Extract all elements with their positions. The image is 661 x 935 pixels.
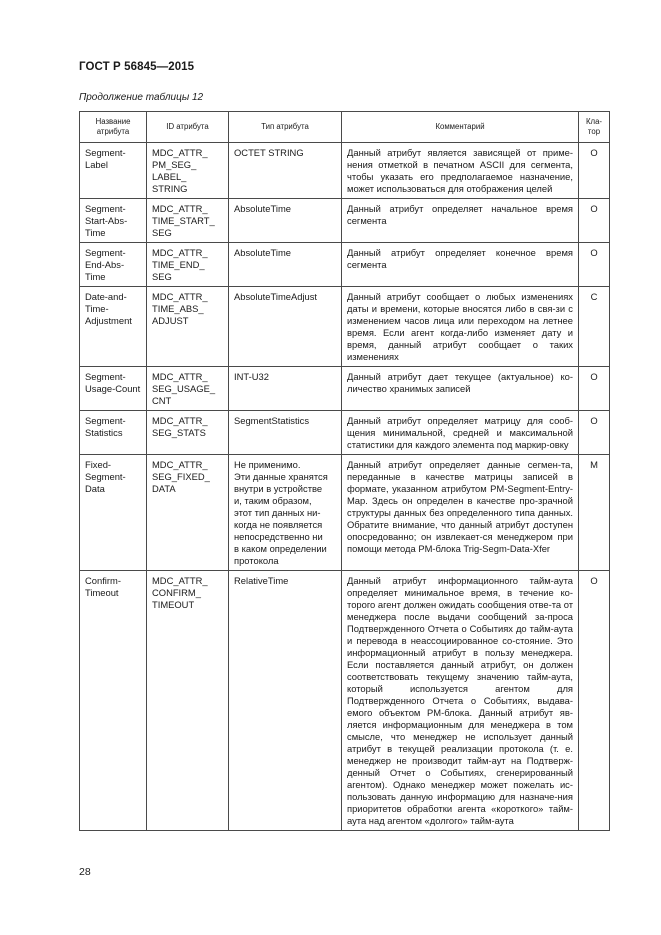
attribute-comment-cell: Данный атрибут сообщает о любых изменениях даты и времени, которые вносятся либо в свя-зи с изменением часов лица или переходом на летнее время. Если агент когда-либо изменяет дату и время, данный атрибут сообщает о таких изменениях	[342, 287, 579, 367]
attribute-class-cell: O	[579, 367, 610, 411]
table-row	[80, 367, 610, 411]
attribute-name-cell: Segment- Usage-Count	[80, 367, 147, 411]
attribute-id-cell: MDC_ATTR_ SEG_STATS	[147, 411, 229, 455]
table-row	[80, 199, 610, 243]
attribute-comment-cell: Данный атрибут дает текущее (актуальное) ко-личество хранимых записей	[342, 367, 579, 411]
attribute-comment-cell: Данный атрибут определяет матрицу для сооб-щения минимальной, средней и максимальной статистики для каждого элемента под маркир-овку	[342, 411, 579, 455]
attribute-comment-cell: Данный атрибут определяет данные сегмен-та, переданные в качестве матрицы записей в формате, указанном атрибутом PM-Segment-Entry-Map. Здесь он определен в качестве про-зрачной структуры данных без определенного типа данных. Обратите внимание, что данный атрибут доступен опосредованно; он извлекает-ся менеджером при помощи метода PM-блока Trig-Segm-Data-Xfer	[342, 455, 579, 571]
attribute-name-cell: Segment- Start-Abs- Time	[80, 199, 147, 243]
attribute-type-cell: SegmentStatistics	[229, 411, 342, 455]
table-row	[80, 411, 610, 455]
attribute-name-cell: Confirm- Timeout	[80, 571, 147, 831]
attribute-class-cell: M	[579, 455, 610, 571]
document-standard-header: ГОСТ Р 56845—2015	[79, 61, 195, 73]
attribute-id-cell: MDC_ATTR_ SEG_FIXED_ DATA	[147, 455, 229, 571]
table-row	[80, 571, 610, 831]
attribute-id-cell: MDC_ATTR_ TIME_START_ SEG	[147, 199, 229, 243]
attribute-type-cell: RelativeTime	[229, 571, 342, 831]
attribute-name-cell: Segment- End-Abs- Time	[80, 243, 147, 287]
column-header-name: Название атрибута	[80, 112, 147, 143]
attribute-class-cell: O	[579, 143, 610, 199]
column-header-comment: Комментарий	[342, 112, 579, 143]
attribute-comment-cell: Данный атрибут информационного тайм-аута определяет минимальное время, в течение ко-торого агент должен ожидать сообщения отве-та от менеджера после выдачи сообщений за-проса Подтвержденного Отчета о Событиях до тайм-аута и перевода в неассоциированное со-стояние. Это информационный атрибут в пользу менеджера. Если поставляется данный атрибут, он должен соответствовать текущему значению тайм-аута, который используется агентом для Подтвержденного Отчета о Событиях, выдава-емого объектом PM-блока. Данный атрибут яв-ляется информационным для менеджера в том смысле, что менеджер не использует данный атрибут в текущей реализации протокола (т. е. менеджер не производит тайм-аут на Подтверж-денный Отчет о Событиях, сгенерированный агентом). Однако менеджер может пожелать ис-пользовать данную информацию для назначе-ния приоритетов обработки агента «короткого» тайм-аута над агентом «долгого» тайм-аута	[342, 571, 579, 831]
attribute-class-cell: O	[579, 571, 610, 831]
attribute-name-cell: Date-and- Time- Adjustment	[80, 287, 147, 367]
attribute-class-cell: O	[579, 411, 610, 455]
attribute-comment-cell: Данный атрибут определяет начальное время сегмента	[342, 199, 579, 243]
attribute-name-cell: Fixed- Segment- Data	[80, 455, 147, 571]
table-row	[80, 143, 610, 199]
column-header-type: Тип атрибута	[229, 112, 342, 143]
table-caption: Продолжение таблицы 12	[79, 92, 204, 103]
table-row	[80, 287, 610, 367]
attribute-id-cell: MDC_ATTR_ PM_SEG_ LABEL_ STRING	[147, 143, 229, 199]
attribute-name-cell: Segment- Label	[80, 143, 147, 199]
attribute-type-cell: AbsoluteTimeAdjust	[229, 287, 342, 367]
attribute-class-cell: C	[579, 287, 610, 367]
column-header-id: ID атрибута	[147, 112, 229, 143]
attribute-id-cell: MDC_ATTR_ CONFIRM_ TIMEOUT	[147, 571, 229, 831]
attribute-class-cell: O	[579, 243, 610, 287]
table-header-row	[80, 112, 610, 143]
table-row	[80, 243, 610, 287]
attribute-id-cell: MDC_ATTR_ TIME_ABS_ ADJUST	[147, 287, 229, 367]
table-row	[80, 455, 610, 571]
attribute-type-cell: AbsoluteTime	[229, 199, 342, 243]
column-header-class: Кла- тор	[579, 112, 610, 143]
attribute-name-cell: Segment- Statistics	[80, 411, 147, 455]
attribute-type-cell: Не применимо. Эти данные хранятся внутри в устройстве и, таким образом, этот тип данных ни- когда не появляется непосредственно ни в каком определении протокола	[229, 455, 342, 571]
attribute-comment-cell: Данный атрибут определяет конечное время сегмента	[342, 243, 579, 287]
page-number: 28	[79, 866, 91, 878]
attribute-id-cell: MDC_ATTR_ SEG_USAGE_ CNT	[147, 367, 229, 411]
attribute-table	[79, 111, 610, 831]
attribute-class-cell: O	[579, 199, 610, 243]
attribute-type-cell: AbsoluteTime	[229, 243, 342, 287]
attribute-type-cell: OCTET STRING	[229, 143, 342, 199]
attribute-id-cell: MDC_ATTR_ TIME_END_ SEG	[147, 243, 229, 287]
attribute-type-cell: INT-U32	[229, 367, 342, 411]
attribute-comment-cell: Данный атрибут является зависящей от приме-нения отметкой в печатном ASCII для сегмента, чтобы указать его предполагаемое назначение, может использоваться для отображения целей	[342, 143, 579, 199]
